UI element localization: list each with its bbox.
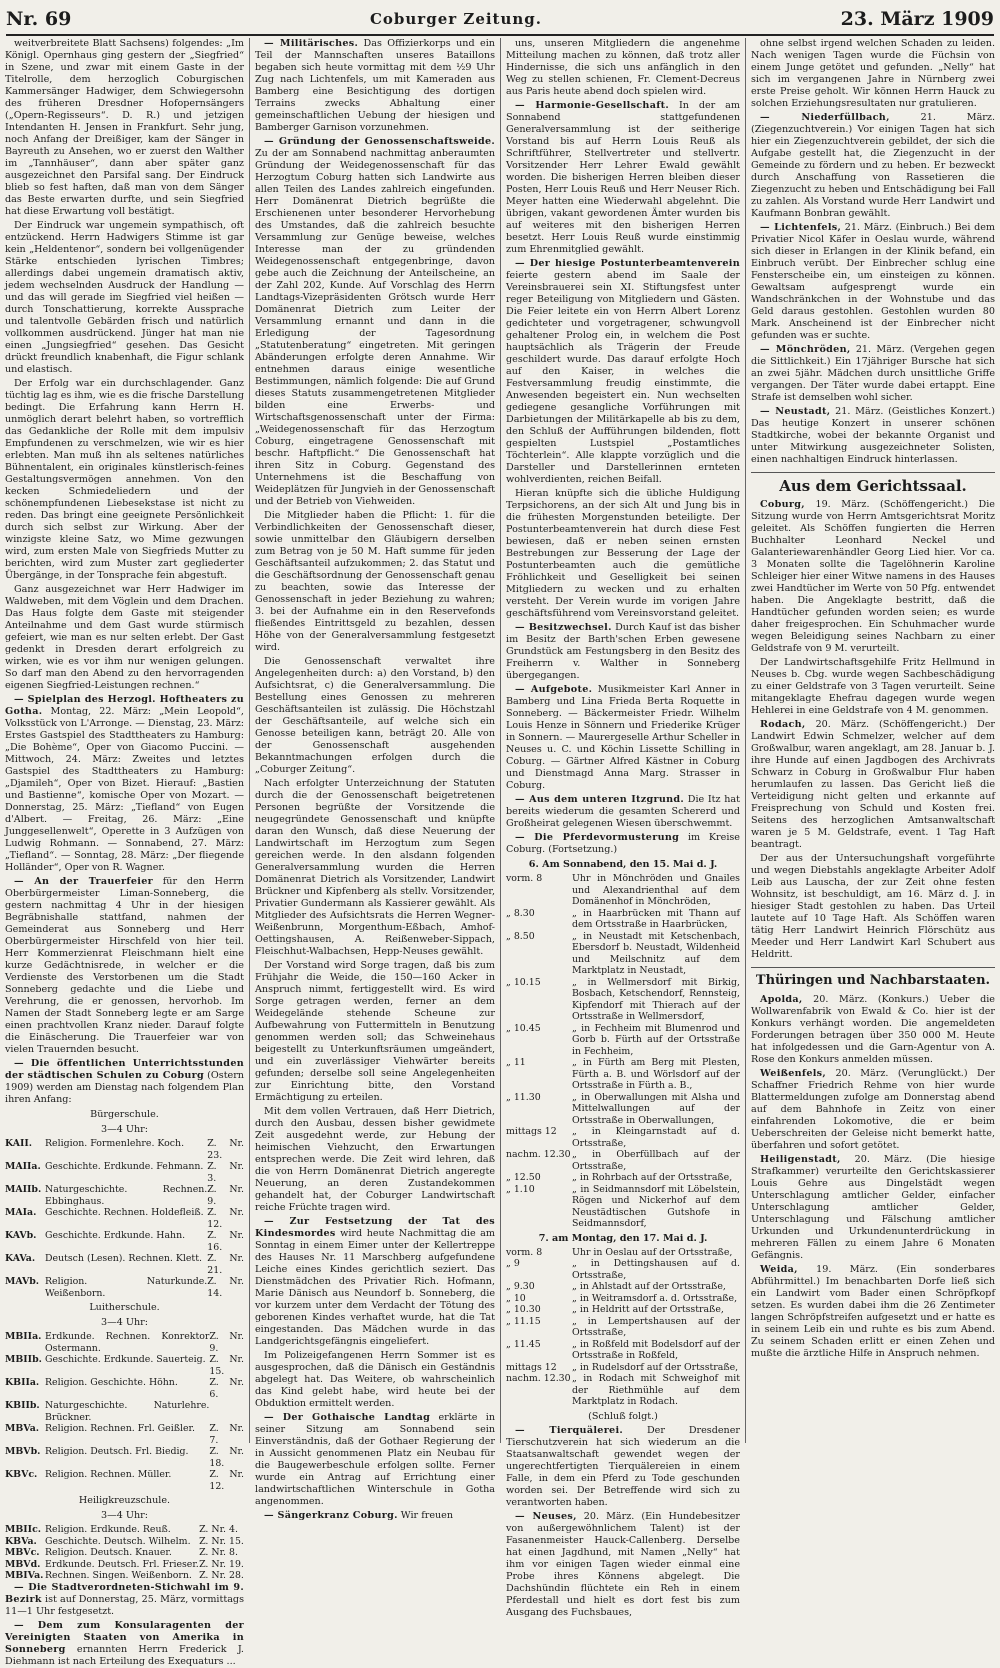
- inspection-row: [506, 1258, 740, 1281]
- inspection-row-cell: „ 11: [506, 1057, 526, 1068]
- inspection-row: [506, 1172, 740, 1184]
- inspection-row-cell: „ 10.15: [506, 976, 541, 988]
- schedule-row: [5, 1547, 244, 1559]
- article-text: Der Vorstand wird Sorge tragen, daß bis zum Frühjahr die Weide, die 150—160 Acker in Anspruch nimmt, fertiggestellt wird. Es wird Sorge getragen werden, ferner an dem Weidegelände stehende Scheune zur Aufbewahrung von Futtermitteln in Benutzung genommen werden soll; das Schweinehaus beigestellt zu Unterkunftsräumen umgeändert, und ein zuverlässiger Viehwärter bereits gefunden; derselbe soll seine Angelegenheiten zur Einrichtung bitte, den Vorstand Ermächtigung zu erteilen.: [255, 960, 495, 1103]
- article-headline: — Gründung der Genossenschaftsweide.: [264, 136, 495, 147]
- article: [5, 1582, 244, 1618]
- school-schedule-table: [5, 1524, 244, 1582]
- schedule-row-cell: Religion. Rechnen. Müller.: [45, 1469, 172, 1480]
- inspection-row-cell: „ in Rudelsdorf auf der Ortsstraße,: [572, 1361, 739, 1373]
- inspection-row: [506, 977, 740, 1023]
- article-text: Die Genossenschaft verwaltet ihre Angelegenheiten durch: a) den Vorstand, b) den Aufsichtsrat, c) die Generalversammlung. Die Bestellung eines Genossen zu mehreren Geschäftsanteilen ist zulässig. Die Höchstzahl der Geschäftsanteile, auf welche sich ein Genosse beteiligen kann, beträgt 20. Alle von der Genossenschaft ausgehenden Bekanntmachungen erfolgen durch die „Coburger Zeitung“.: [255, 656, 495, 775]
- schedule-row-cell: Z. Nr. 16.: [207, 1230, 244, 1253]
- inspection-row-cell: „ in Neustadt mit Ketschenbach, Ebersdorf b. Neustadt, Wildenheid und Meilschnitz auf dem Marktplatz in Neustadt,: [572, 930, 740, 976]
- article: [506, 100, 740, 256]
- inspection-row-cell: „ 11.15: [506, 1315, 541, 1327]
- schedule-row-cell: KBIIb.: [5, 1400, 40, 1411]
- inspection-row-cell: „ in Kleingarnstadt auf d. Ortsstraße,: [572, 1126, 740, 1149]
- schedule-row-cell: Z. Nr. 12.: [207, 1207, 244, 1230]
- schedule-row: [5, 1253, 244, 1276]
- schedule-row-cell: Religion. Erdkunde. Reuß.: [45, 1524, 171, 1535]
- inspection-row-cell: „ 10: [506, 1292, 526, 1304]
- schedule-row: [5, 1559, 244, 1571]
- inspection-row: [506, 1362, 740, 1374]
- school-name: Heiligkreuzschule.: [78, 1495, 171, 1506]
- article-headline: Apolda,: [760, 994, 803, 1005]
- column-4: [746, 38, 1000, 1443]
- schedule-row-cell: Erdkunde. Deutsch. Frl. Frieser.: [45, 1558, 199, 1570]
- schedule-row: [5, 1446, 244, 1469]
- article: [751, 112, 995, 220]
- article-headline: — Niederfüllbach,: [760, 112, 890, 123]
- inspection-row: [506, 908, 740, 931]
- article-text: Montag, 22. März: „Mein Leopold“, Volksstück von L'Arronge. — Dienstag, 23. März: Erstes Gastspiel des Stadttheaters zu Hamburg: „Die Bohème“, Oper von Giacomo Puccini. — Mittwoch, 24. März: Zweites und letztes Gastspiel des Stadttheaters zu Hamburg: „Djamileh“, Oper von Bizet. Hierauf: „Bastien und Bastienne“, komische Oper von Mozart. — Donnerstag, 25. März: „Tiefland“ von Eugen d'Albert. — Freitag, 26. März: „Eine Junggesellenwelt“, Operette in 3 Aufzügen von Ludwig Rohmann. — Sonnabend, 27. März: „Tiefland“. — Sonntag, 28. März: „Der fliegende Holländer“, Oper von R. Wagner.: [5, 706, 244, 873]
- article: [5, 876, 244, 1056]
- inspection-row: [506, 1339, 740, 1362]
- inspection-row-cell: „ 10.30: [506, 1304, 541, 1315]
- schedule-row-cell: Rechnen. Singen. Weißenborn.: [45, 1570, 192, 1581]
- article-headline: — Neuses,: [515, 1510, 577, 1522]
- article-text: 21. März. (Vergehen gegen die Sittlichkeit.) Ein 17jähriger Bursche hat sich an zwei 5jähr. Mädchen durch unsittliche Griffe vergangen. Der Täter wurde dabei ertappt. Eine Strafe ist demselben wohl sicher.: [751, 344, 995, 403]
- inspection-row: [506, 1126, 740, 1149]
- article-headline: — An der Trauerfeier: [14, 876, 153, 887]
- inspection-row: [506, 1057, 740, 1092]
- article-headline: — Lichtenfels,: [760, 222, 842, 233]
- article: [506, 1425, 740, 1509]
- article: [255, 1216, 495, 1348]
- schedule-row-cell: MBVa.: [5, 1423, 40, 1434]
- inspection-row: [506, 1023, 740, 1058]
- schedule-row: [5, 1423, 244, 1446]
- inspection-row-cell: „ in Rodach mit Schweighof mit der Riethmühle auf dem Marktplatz in Rodach.: [572, 1373, 740, 1407]
- inspection-row: [506, 1316, 740, 1339]
- article-text: weitverbreitete Blatt Sachsens) folgendes: „Im Königl. Opernhaus ging gestern der „Siegfried“ in Szene, und zwar mit einem Gaste in der Titelrolle, dem herzoglich Coburgischen Kammersänger Hadwiger, dem Schwiegersohn des früheren Dresdner Hofopernsängers („Opern-Regisseurs“. D. R.) und jetzigen Intendanten H. Jensen in Frankfurt. Sehr jung, noch Anfang der Dreißiger, kam der Sänger in Bayreuth zu Ansehen, wo er zuerst den Walther im „Tannhäuser“, dann aber später ganz ausgezeichnet den Parsifal sang. Der Eindruck blieb so fest haften, daß man von dem Sänger das Beste erwarten durfte, und sein Siegfried hat diese Erwartung voll bestätigt.: [5, 38, 244, 217]
- article-text: für den Herrn Oberbürgermeister Liman-Sonneberg, die gestern nachmittag 4 Uhr in der hiesigen Begräbnishalle stattfand, nahmen der Gemeinderat aus Sonneberg und Herr Oberbürgermeister Hirschfeld von hier teil. Herr Kommerzienrat Fleischmann hielt eine kurze Gedächtnisrede, in welcher er die Verdienste des Verstorbenen um die Stadt Sonneberg gedachte und die Liebe und Verehrung, die er genossen, hervorhob. Im Namen der Stadt Sonneberg legte er am Sarge einen prachtvollen Kranz nieder. Darauf folgte die Einäscherung. Die Trauerfeier war von vielen Trauernden besucht.: [5, 876, 244, 1055]
- schedule-row-cell: Geschichte. Erdkunde. Fehmann.: [45, 1161, 204, 1172]
- article-text: ist auf Donnerstag, 25. März, vormittags 11—1 Uhr festgesetzt.: [5, 1593, 244, 1617]
- article: [506, 258, 740, 486]
- schedule-row-cell: KBVc.: [5, 1469, 38, 1480]
- schedule-row: [5, 1161, 244, 1184]
- article-text: (Ostern 1909) werden am Dienstag nach folgendem Plan ihren Anfang:: [5, 1070, 244, 1105]
- article: [506, 794, 740, 830]
- schedule-row-cell: KBIIa.: [5, 1377, 40, 1388]
- schedule-row-cell: Religion. Geschichte. Höhn.: [45, 1377, 178, 1388]
- newspaper-title: Coburger Zeitung.: [369, 10, 543, 28]
- article: [255, 1510, 495, 1522]
- schedule-heading: 7. am Montag, den 17. Mai d. J.: [538, 1232, 708, 1244]
- schedule-row-cell: [209, 1400, 244, 1423]
- schedule-row: [5, 1331, 244, 1354]
- inspection-row-cell: „ in Heldritt auf der Ortsstraße,: [572, 1304, 724, 1315]
- school-name: Bürgerschule.: [90, 1109, 159, 1120]
- schedule-row-cell: Religion. Naturkunde. Weißenborn.: [45, 1276, 208, 1299]
- schedule-row-cell: Naturgeschichte. Naturlehre. Brückner.: [45, 1400, 210, 1423]
- article-headline: — Die Stadtverordneten-Stichwahl im 9. Bezirk: [5, 1581, 244, 1605]
- inspection-row: [506, 1247, 740, 1259]
- article-text: wird heute Nachmittag die am Sonntag in einem Eimer unter der Kellertreppe des Hauses Nr. 11 Marschberg aufgefundene Leiche eines Kindes gerichtlich seziert. Das Dienstmädchen des Privatier Rich. Hofmann, Marie Dänisch aus Neundorf b. Sonneberg, die vor kurzem unter dem Verdacht der Tötung des geborenen Kindes verhaftet wurde, hat die Tat eingestanden. Das Mädchen wurde in das Landgerichtsgefängnis eingeliefert.: [255, 1228, 495, 1347]
- schedule-row-cell: MAIIb.: [5, 1184, 42, 1195]
- inspection-row-cell: mittags 12: [506, 1361, 557, 1373]
- inspection-row: [506, 1293, 740, 1305]
- article-headline: — Mönchröden,: [760, 344, 851, 355]
- article-headline: — Besitzwechsel.: [515, 622, 612, 633]
- article-headline: — Der hiesige Postunterbeamtenverein: [515, 258, 740, 269]
- schedule-row-cell: Z. Nr. 4.: [199, 1524, 238, 1535]
- inspection-schedule-table: [506, 873, 740, 1230]
- column-1: [0, 38, 250, 1667]
- article-text: 19. März. (Schöffengericht.) Die Sitzung wurde von Herrn Amtsgerichtsrat Moritz geleitet. Als Schöffen fungierten die Herren Buchhalter Leonhard Neckel und Galanteriewarenhändler Georg Lied hier. Vor ca. 3 Monaten sollte die Tagelöhnerin Karoline Schleiger hier einer Witwe namens in des Hauses zwei Handtücher im Werte von 50 Pfg. entwendet haben. Die Angeklagte bestritt, daß die Handtücher gefunden worden seien; es wurde daher freigesprochen. Ein Schuhmacher wurde wegen Beleidigung seines Nachbarn zu einer Geldstrafe von 9 M. verurteilt.: [751, 499, 995, 654]
- schedule-row: [5, 1138, 244, 1161]
- schedule-row-cell: Z. Nr. 3.: [207, 1161, 244, 1184]
- article: [255, 38, 495, 134]
- school-schedule-table: [5, 1331, 244, 1492]
- schedule-row-cell: Z. Nr. 14.: [207, 1276, 244, 1299]
- schedule-row-cell: Religion. Formenlehre. Koch.: [45, 1138, 185, 1149]
- schedule-row-cell: Geschichte. Erdkunde. Hahn.: [45, 1230, 186, 1241]
- page-header: [6, 4, 994, 36]
- inspection-row-cell: „ 8.50: [506, 930, 535, 942]
- inspection-row: [506, 1373, 740, 1408]
- schedule-row-cell: Z. Nr. 7.: [209, 1423, 244, 1446]
- article-headline: — Die öffentlichen Unterrichtsstunden der städtischen Schulen zu Coburg: [5, 1058, 244, 1081]
- article: [751, 1264, 995, 1360]
- school-name: Luitherschule.: [89, 1302, 160, 1313]
- article-headline: — Aufgebote.: [515, 684, 593, 695]
- article: [751, 344, 995, 404]
- article-text: 20. März. (Verunglückt.) Der Schaffner Friedrich Rehme von hier wurde Blattermeldungen zufolge am Donnerstag abend auf dem Bahnhofe in Zeitz von einer einfahrenden Lokomotive, die er beim Ueberschreiten der Geleise nicht bemerkt hatte, überfahren und sofort getötet.: [751, 1068, 995, 1151]
- schedule-row: [5, 1400, 244, 1423]
- article-text: Der Erfolg war ein durchschlagender. Ganz tüchtig lag es ihm, wie es die frische Darstellung bedingt. Die Erfahrung kann Herrn H. unmöglich derart belehrt haben, so vortrefflich das Gedankliche der Rolle mit dem impulsiv Empfundenen zu verschmelzen, wie wir es hier erlebten. Man muß ihn als seltenes natürliches Bühnentalent, ein originales künstlerisch-feines Gestaltungsvermögen annehmen. Von den kecken Schmiedeliedern und der schönempfundenen Liebesekstase ist nicht zu reden. Das bringt eine geeignete Persönlichkeit durch sich selbst zur Wirkung. Aber der winzigste kleine Satz, wo Mime gezwungen wird, zum ersten Male von Siegfrieds Mutter zu berichten, wird zum Muster zart gegliederter Übergänge, in der Tonsprache fein abgestuft.: [5, 378, 244, 581]
- article: [751, 1068, 995, 1152]
- article-text: Mit dem vollen Vertrauen, daß Herr Dietrich, durch den Ausbau, dessen bisher gewidmete Zeit ausgedehnt werde, zur Hebung der heimischen Viehzucht, den Erwartungen entsprechen werde. Die Zeit wird lehren, daß die von Herrn Domänenrat Dietrich angeregte Neuerung, an deren Zustandekommen gehandelt hat, der Coburger Landwirtschaft reiche Früchte tragen wird.: [255, 1106, 495, 1213]
- schedule-row-cell: MBVd.: [5, 1558, 41, 1570]
- schedule-row-cell: MBVc.: [5, 1547, 40, 1558]
- inspection-row: [506, 1304, 740, 1316]
- inspection-row-cell: nachm. 12.30: [506, 1373, 571, 1384]
- article-text: im Kreise Coburg. (Fortsetzung.): [506, 832, 740, 855]
- inspection-row-cell: „ in Fechheim mit Blumenrod und Gorb b. Fürth auf der Ortsstraße in Fechheim,: [572, 1022, 740, 1057]
- inspection-row-cell: Uhr in Oeslau auf der Ortsstraße,: [572, 1246, 733, 1258]
- school-time: 3—4 Uhr:: [101, 1124, 148, 1135]
- schedule-row-cell: Z. Nr. 9.: [209, 1331, 244, 1354]
- article-text: Musikmeister Karl Anner in Bamberg und Lina Frieda Berta Roquette in Sonneberg. — Bäckermeister Friedr. Wilhelm Louis Henze in Sönnern und Friederike Krüger in Sonnern. — Maurergeselle Arthur Scheller in Neuses u. C. und Köchin Lissette Schilling in Coburg. — Gärtner Alfred Kästner in Coburg und Dienstmagd Anna Marg. Strasser in Coburg.: [506, 684, 740, 791]
- article-headline: Rodach,: [760, 719, 806, 730]
- inspection-schedule-table: [506, 1247, 740, 1408]
- school-time: 3—4 Uhr:: [101, 1317, 148, 1328]
- schedule-row-cell: Z. Nr. 18.: [209, 1446, 244, 1469]
- schedule-row: [5, 1524, 244, 1536]
- inspection-row-cell: „ in Seidmannsdorf mit Löbelstein, Rögen und Nickerhof auf dem Neustädtischen Gutshofe in Seidmannsdorf,: [572, 1183, 740, 1229]
- inspection-row-cell: „ 8.30: [506, 907, 535, 919]
- inspection-row-cell: „ 1.10: [506, 1183, 535, 1195]
- article: [506, 684, 740, 792]
- schedule-row-cell: MBIIa.: [5, 1331, 42, 1342]
- article-text: uns, unseren Mitgliedern die angenehme Mitteilung machen zu können, daß trotz aller Hindernisse, die sich uns anfänglich in den Weg zu stellen schienen, Fr. Clement-Decreus aus Paris heute abend doch spielen wird.: [506, 38, 740, 97]
- inspection-row: [506, 1184, 740, 1230]
- article-headline: — Tierquälerei.: [515, 1424, 624, 1436]
- inspection-row-cell: „ 12.50: [506, 1172, 541, 1183]
- schedule-row-cell: Geschichte. Deutsch. Wilhelm.: [45, 1535, 191, 1547]
- schedule-row: [5, 1230, 244, 1253]
- continuation-note: (Schluß folgt.): [588, 1410, 658, 1422]
- schedule-row-cell: Z. Nr. 23.: [207, 1138, 244, 1161]
- schedule-row-cell: Z. Nr. 15.: [199, 1535, 244, 1547]
- inspection-row-cell: „ in Haarbrücken mit Thann auf dem Ortsstraße in Haarbrücken,: [572, 907, 740, 930]
- schedule-row-cell: Z. Nr. 15.: [209, 1354, 244, 1377]
- article-text: Die Mitglieder haben die Pflicht: 1. für die Verbindlichkeiten der Genossenschaft dieser, sowie unmittelbar den Gläubigern derselben zum Betrag von je 50 M. Haft summe für jeden Geschäftsanteil aufzukommen; 2. das Statut und die Geschäftsordnung der Genossenschaft genau zu beachten, sowie das Interesse der Genossenschaft in jeder Beziehung zu wahren; 3. bei der Aufnahme ein in den Reservefonds fließendes Eintrittsgeld zu bezahlen, dessen Höhe von der Generalversammlung festgesetzt wird.: [255, 510, 495, 653]
- inspection-row-cell: mittags 12: [506, 1126, 557, 1137]
- schedule-row-cell: Geschichte. Erdkunde. Sauerteig.: [45, 1354, 206, 1365]
- article-headline: — Neustadt,: [760, 406, 831, 417]
- schedule-row-cell: Geschichte. Rechnen. Holdefleiß.: [45, 1207, 204, 1218]
- schedule-row-cell: MBIIb.: [5, 1354, 42, 1365]
- article-text: Ganz ausgezeichnet war Herr Hadwiger im Waldweben, mit dem Vöglein und dem Drachen. Das Haus folgte dem Gaste mit steigender Anteilnahme und dem Gast wurde stürmisch gefeiert, wie man es nur selten erlebt. Der Gast gedenkt in Dresden derart erfolgreich zu wirken, wie es vor ihm nur wenigen gelungen. So darf man den Abend zu den hervorragenden eigenen Siegfried-Leistungen rechnen.“: [5, 584, 244, 691]
- article: [751, 499, 995, 655]
- article: [751, 1154, 995, 1262]
- article: [5, 1058, 244, 1106]
- schedule-row: [5, 1377, 244, 1400]
- schedule-row-cell: Z. Nr. 6.: [209, 1377, 244, 1400]
- issue-number: Nr. 69: [6, 8, 72, 30]
- article-text: Der Eindruck war ungemein sympathisch, oft entzückend. Herrn Hadwigers Stimme ist gar kein „Heldentenor“, sondern bei vollgenügender Stärke entschieden lyrischen Timbres; allerdings dabei ungemein dramatisch aktiv, jedem wechselnden Ausdruck der Handlung — und das will gerade im Siegfried viel heißen — durch Tonschattierung, korrekte Aussprache und talentvolle Gebärden frisch und natürlich vollkommen ausdrückend. Jünger hat man nie einen „Jungsiegfried“ gesehen. Das Gesicht drückt freundlich knabenhaft, die Figur schlank und elastisch.: [5, 220, 244, 375]
- schedule-row-cell: MBIIc.: [5, 1524, 42, 1535]
- inspection-row-cell: „ in Rohrbach auf der Ortsstraße,: [572, 1172, 733, 1183]
- article-headline: — Aus dem unteren Itzgrund.: [515, 794, 685, 805]
- article-text: 21. März. (Geistliches Konzert.) Das heutige Konzert in unserer schönen Stadtkirche, wobei der bekannte Organist und unter Mitwirkung ausgezeichneter Solisten, einen nachhaltigen Eindruck hinterlassen.: [751, 406, 995, 465]
- schedule-row-cell: KAVb.: [5, 1230, 37, 1241]
- schedule-row-cell: MAIIa.: [5, 1161, 41, 1172]
- inspection-row-cell: „ 9: [506, 1258, 520, 1269]
- inspection-row-cell: „ in Wellmersdorf mit Birkig, Bosbach, Ketschendorf, Rennsteig, Kipfendorf mit Thierach auf der Ortsstraße in Wellmersdorf,: [572, 976, 740, 1022]
- schedule-row-cell: Religion. Rechnen. Frl. Geißler.: [45, 1423, 195, 1434]
- schedule-row-cell: KBVa.: [5, 1535, 37, 1547]
- article-headline: — Spielplan des Herzogl. Hoftheaters zu Gotha.: [5, 694, 244, 717]
- schedule-row-cell: Z. Nr. 19.: [199, 1558, 244, 1570]
- article-headline: Weida,: [760, 1264, 798, 1275]
- article-text: Der aus der Untersuchungshaft vorgeführte und wegen Diebstahls angeklagte Arbeiter Adolf Leib aus Lauscha, der zur Zeit ohne festen Wohnsitz, ist beschuldigt, am 16. März d. J. in hiesiger Stadt gestohlen zu haben. Das Urteil lautete auf 10 Tage Haft. Als Schöffen waren tätig Herr Landwirt Heinrich Flörschütz aus Meeder und Herr Landwirt Karl Schubert aus Heldritt.: [751, 853, 995, 960]
- schedule-row-cell: Naturgeschichte. Rechnen. Ebbinghaus.: [45, 1184, 208, 1207]
- article-headline: — Die Pferdevormusterung: [515, 832, 680, 843]
- inspection-row-cell: nachm. 12.30: [506, 1149, 571, 1160]
- inspection-row-cell: „ in Dettingshausen auf d. Ortsstraße,: [572, 1258, 740, 1281]
- article: [255, 1412, 495, 1508]
- article-headline: — Sängerkranz Coburg.: [264, 1510, 398, 1521]
- schedule-row-cell: MAIa.: [5, 1207, 37, 1218]
- schedule-row-cell: KAII.: [5, 1138, 33, 1149]
- article-text: ohne selbst irgend welchen Schaden zu leiden. Nach wenigen Tagen wurde die Füchsin von einem Junge getötet und gefunden. „Nelly“ hat sich im vergangenen Jahre in Nürnberg zwei erste Preise geholt. Wir können Herrn Hauck zu solchen Erziehungsresultaten nur gratulieren.: [751, 38, 995, 109]
- article-text: 20. März. (Die hiesige Strafkammer) verurteilte den Gerichtskassierer Louis Gehre aus Dingelstädt wegen Unterschlagung amtlicher Gelder, einfacher Unterschlagung amtlicher Gelder, Unterschlagung und Fälschung amtlicher Urkunden und Urkundenunterdrückung in mehreren Fällen zu einem Jahre 6 Monaten Gefängnis.: [751, 1154, 995, 1261]
- column-2: [250, 38, 501, 1521]
- article-text: Die Itz hat bereits wiederum die gesamten Schererd und Großheirat gelegenen Wiesen überschwemmt.: [506, 794, 740, 829]
- inspection-row: [506, 873, 740, 908]
- column-3: [501, 38, 746, 1618]
- inspection-row: [506, 1281, 740, 1293]
- schedule-row-cell: Z. Nr. 28.: [199, 1570, 244, 1581]
- inspection-row-cell: „ in Weitramsdorf a. d. Ortsstraße,: [572, 1292, 738, 1304]
- article: [5, 1620, 244, 1668]
- article: [5, 694, 244, 874]
- schedule-row: [5, 1570, 244, 1582]
- article-headline: Coburg,: [760, 499, 805, 510]
- article-text: Der Landwirtschaftsgehilfe Fritz Hellmund in Neuses b. Cbg. wurde wegen Sachbeschädigung zu einer Geldstrafe von 3 Tagen verurteilt. Seine mitangeklagte Ehefrau dagegen wurde wegen Hehlerei in eine Geldstrafe von 4 M. genommen.: [751, 657, 995, 716]
- article-headline: — Harmonie-Gesellschaft.: [515, 100, 670, 111]
- article-headline: — Zur Festsetzung der Tat des Kindesmordes: [255, 1216, 495, 1239]
- inspection-row-cell: Uhr in Mönchröden und Gnailes und Alexandrienthal auf dem Domänenhof in Mönchröden,: [572, 873, 740, 907]
- schedule-row: [5, 1276, 244, 1299]
- article-headline: — Dem zum Konsularagenten der Vereinigten Staaten von Amerika in Sonneberg: [5, 1619, 244, 1655]
- inspection-row-cell: „ in Lempertshausen auf der Ortsstraße,: [572, 1315, 740, 1338]
- article-text: 20. März. (Ein Hundebesitzer von außergewöhnlichem Talent) ist der Fasanenmeister Hauck-Callenberg. Derselbe hat einen Jagdhund, mit Namen „Nelly“ hat ihm vor einigen Tagen wieder einmal eine Probe ihres Könnens abgelegt. Die Dachshündin flüchtete ein Reh in einem Pferdestall und hielt es dort fest bis zum Ausgang des Fuchsbaues,: [506, 1510, 740, 1618]
- inspection-row: [506, 931, 740, 977]
- schedule-row: [5, 1536, 244, 1548]
- article-text: Durch Kauf ist das bisher im Besitz der Barth'schen Erben gewesene Grundstück am Festungsberg in den Besitz des Freiherrn v. Walther in Sonneberg übergegangen.: [506, 622, 740, 681]
- schedule-row-cell: MBIVa.: [5, 1570, 44, 1581]
- schedule-row-cell: KAVa.: [5, 1253, 36, 1264]
- inspection-row-cell: „ in Oberwallungen mit Alsha und Mittelwallungen auf der Ortsstraße in Oberwallungen,: [572, 1091, 740, 1126]
- article-headline: Heiligenstadt,: [760, 1154, 841, 1165]
- article-text: ernannten Herrn Frederick J. Diehmann ist nach Erteilung des Exequaturs ...: [5, 1643, 244, 1667]
- article: [506, 832, 740, 856]
- schedule-row-cell: Z. Nr. 21.: [207, 1253, 244, 1276]
- inspection-row-cell: „ in Roßfeld mit Bodelsdorf auf der Ortsstraße in Roßfeld,: [572, 1338, 740, 1361]
- schedule-heading: 6. Am Sonnabend, den 15. Mai d. J.: [528, 859, 718, 870]
- article-text: Nach erfolgter Unterzeichnung der Statuten durch die der Genossenschaft beigetretenen Personen begrüßte der Vorsitzende die neugegründete Genossenschaft und knüpfte daran den Wunsch, daß diese Neuerung der Landwirtschaft im Herzogtum zum Segen gereichen werde. In den alsdann folgenden Generalversammlung wurden die Herren Domänenrat Dietrich als Vorsitzender, Landwirt Brückner und Kipfenberg als stellv. Vorsitzender, Privatier Gundermann als Kassierer gewählt. Als Mitglieder des Aufsichtsrats die Herren Wegner-Weißenbrunn, Morgenthum-Eßbach, Amhof-Oettingshausen, A. Reißenweber-Sippach, Fleischhut-Walbachsen, Hepp-Neuses gewählt.: [255, 778, 495, 957]
- inspection-row-cell: vorm. 8: [506, 873, 543, 884]
- schedule-row-cell: Z. Nr. 8.: [199, 1547, 238, 1558]
- inspection-row: [506, 1092, 740, 1127]
- schedule-row-cell: MAVb.: [5, 1276, 40, 1287]
- article: [506, 1511, 740, 1619]
- inspection-row-cell: vorm. 8: [506, 1246, 543, 1258]
- inspection-row-cell: „ in Ahlstadt auf der Ortsstraße,: [572, 1281, 726, 1292]
- schedule-row-cell: Deutsch (Lesen). Rechnen. Klett.: [45, 1253, 202, 1264]
- schedule-row: [5, 1207, 244, 1230]
- article: [751, 719, 995, 851]
- article-text: 20. März. (Konkurs.) Ueber die Wollwarenfabrik von Ewald & Co. hier ist der Konkurs verhängt worden. Die angemeldeten Forderungen betragen über 350 000 M. Heute hat infolgedessen und die Garn-Agentur von A. Rose den Konkurs anmelden müssen.: [751, 994, 995, 1065]
- article-text: Zu der am Sonnabend nachmittag anberaumten Gründung der Weidegenossenschaft für das Herzogtum Coburg hatten sich Landwirte aus allen Teilen des Landes zahlreich eingefunden. Herr Domänenrat Dietrich begrüßte die Erschienenen unter besonderer Hervorhebung des Umstandes, daß die zahlreich besuchte Versammlung zur Genüge beweise, welches Interesse man der zu gründenden Weidegenossenschaft entgegenbringe, davon gebe auch die Zeichnung der Anteilscheine, an der Zahl 202, Kunde. Auf Vorschlag des Herrn Landtags-Vizepräsidenten Grötsch wurde Herr Domänenrat Dietrich zum Leiter der Versammlung ernannt und dann in die Erledigung der Tagesordnung „Statutenberatung“ eingetreten. Mit geringen Abänderungen erfolgte deren Annahme. Wir entnehmen daraus einige wesentliche Bestimmungen, nämlich folgende: Die auf Grund dieses Statuts zusammengetretenen Mitglieder bilden eine Erwerbs- und Wirtschaftsgenossenschaft unter der Firma: „Weidegenossenschaft für das Herzogtum Coburg, eingetragene Genossenschaft mit beschr. Haftpflicht.“ Die Genossenschaft hat ihren Sitz in Coburg. Gegenstand des Unternehmens ist die Beschaffung von Weideplätzen für Jungvieh in der Genossenschaft und der Betrieb von Viehweiden.: [255, 148, 495, 507]
- article-text: Wir freuen: [400, 1510, 454, 1521]
- article-text: Hieran knüpfte sich die übliche Huldigung Terpsichorens, an der sich Alt und Jung bis in die frühesten Morgenstunden beteiligte. Der Postunterbeamtenverein hat durch diese Fest bewiesen, daß er neben seinen ernsten Bestrebungen zur Besserung der Lage der Postunterbeamten auch die gemütliche Fröhlichkeit und Geselligkeit bei seinen Mitgliedern zu wecken und zu erhalten versteht. Der Verein wurde im vorigen Jahre geschäftsführend vom Vereinsvorstand geleitet.: [506, 488, 740, 619]
- inspection-row-cell: „ 11.30: [506, 1091, 541, 1103]
- article: [751, 406, 995, 466]
- article-text: 21. März. (Ziegenzuchtverein.) Vor einigen Tagen hat sich hier ein Ziegenzuchtverein gebildet, der sich die Aufgabe gestellt hat, die Ziegenzucht in der Gemeinde zu fördern und zu heben. Er bezweckt durch Anschaffung von Rassetieren die Ziegenzucht zu heben und Entschädigung bei Fall zu zahlen. Als Vorstand wurde Herr Landwirt und Kaufmann Bonbran gewählt.: [751, 112, 995, 219]
- article-text: 20. März. (Schöffengericht.) Der Landwirt Edwin Schmelzer, welcher auf dem Großwalbur, waren angeklagt, am 28. Januar b. J. ihre Hunde auf einen Jagdbogen des Archivrats Schwarz in Coburg in Großwalbur Flur haben herumlaufen zu lassen. Das Gericht ließ die Verteidigung nicht gelten und erkannte auf Freisprechung von Schuld und Kosten frei. Seitens des herzoglichen Amtsanwaltschaft waren je 5 M. Geldstrafe, event. 1 Tag Haft beantragt.: [751, 719, 995, 850]
- section-heading: Aus dem Gerichtssaal.: [751, 472, 995, 495]
- article-headline: — Militärisches.: [264, 38, 359, 49]
- inspection-row-cell: „ 11.45: [506, 1338, 541, 1350]
- article: [751, 994, 995, 1066]
- schedule-row-cell: MBVb.: [5, 1446, 41, 1457]
- article-text: In der am Sonnabend stattgefundenen Generalversammlung ist der seitherige Vorstand bis auf Herrn Louis Reuß als Schriftführer, Stellvertreter und stellvertr. Vorsitzender Herr Lehrer Ewald gewählt worden. Die bisherigen Herren bleiben dieser Posten, Herr Louis Reuß und Herr Neuser Rich. Meyer hatten eine Wiederwahl abgelehnt. Die übrigen, vakant gewordenen Ämter wurden bis auf weiteres mit den bisherigen Herren besetzt. Herr Louis Reuß wurde einstimmig zum Ehrenmitglied gewählt.: [506, 100, 740, 255]
- schedule-row-cell: Religion. Deutsch. Knauer.: [45, 1547, 172, 1558]
- schedule-row-cell: Religion. Deutsch. Frl. Biedig.: [45, 1446, 189, 1457]
- schedule-row-cell: Z. Nr. 9.: [207, 1184, 244, 1207]
- article-text: Der Dresdener Tierschutzverein hat sich wiederum an die Staatsanwaltschaft gewendet wegen der ungerechtfertigten Tierquälereien in einem Falle, in dem ein Pferd zu Tode geschunden worden sei. Der Betreffende wird sich zu verantworten haben.: [506, 1424, 740, 1508]
- article-text: 21. März. (Einbruch.) Bei dem Privatier Nicol Käfer in Oeslau wurde, während sich dieser in Erlangen in der Klinik befand, ein Einbruch verübt. Der Einbrecher schlug eine Fensterscheibe ein, um einsteigen zu können. Gewaltsam aufgesprengt wurde ein Wandschränkchen in der Wohnstube und das Geld daraus gestohlen. Gestohlen wurden 80 Mark. Anscheinend ist der Einbrecher nicht gefunden was er suchte.: [751, 222, 995, 341]
- schedule-row-cell: Z. Nr. 12.: [209, 1469, 244, 1492]
- inspection-row-cell: „ 9.30: [506, 1281, 535, 1292]
- article: [255, 136, 495, 508]
- article: [506, 622, 740, 682]
- article-headline: — Der Gothaische Landtag: [264, 1412, 431, 1423]
- inspection-row-cell: „ in Oberfüllbach auf der Ortsstraße,: [572, 1149, 740, 1172]
- inspection-row: [506, 1149, 740, 1172]
- article-text: feierte gestern abend im Saale der Vereinsbrauerei sein XI. Stiftungsfest unter reger Beteiligung von Mitgliedern und Gästen. Die Feier leitete ein von Herrn Albert Lorenz gedichteter und vorgetragener, schwungvoll gehaltener Prolog ein, in welchem die Post hauptsächlich als Trägerin der Freude geschildert wurde. Das darauf erfolgte Hoch auf den Kaiser, in welches die Festversammlung freudig einstimmte, die Anwesenden begeistert ein. Nun wechselten gediegene gesangliche Vorführungen mit Darbietungen der Militärkapelle ab bis zu dem, den Schluß der Aufführungen bildenden, flott gespielten Lustspiel „Postamtliches Töchterlein“. Alle klappte vorzüglich und die Darsteller und Darstellerinnen ernteten wohlverdienten, reichen Beifall.: [506, 270, 740, 485]
- school-schedule-table: [5, 1138, 244, 1299]
- schedule-row: [5, 1354, 244, 1377]
- article-text: erklärte in seiner Sitzung am Sonnabend sein Einverständnis, daß der Gothaer Regierung der in Aussicht genommenen Platz ein Neubau für die Baugewerbeschule erfolgen sollte. Ferner wurde ein Antrag auf Errichtung einer landwirtschaftlichen Winterschule in Gotha angenommen.: [255, 1412, 495, 1507]
- article-text: Im Polizeigefangenen Herrn Sommer ist es ausgesprochen, daß die Dänisch ein Geständnis abgelegt hat. Das Weitere, ob wahrscheinlich das Kind gelebt habe, wird heute bei der Obduktion ermittelt werden.: [255, 1350, 495, 1409]
- inspection-row-cell: „ in Fürth am Berg mit Plesten, Fürth a. B. und Wörlsdorf auf der Ortsstraße in Fürth a. B.,: [572, 1057, 740, 1091]
- inspection-row-cell: „ 10.45: [506, 1022, 541, 1034]
- issue-date: 23. März 1909: [840, 8, 994, 30]
- article-text: 19. März. (Ein sonderbares Abführmittel.) Im benachbarten Dorfe ließ sich ein Landwirt vom Bader einen Schröpfkopf setzen. Es wurden dabei ihm die 26 Zentimeter langen Schröpfstreifen aufgesetzt und er hatte es in seinem Leib ein und ruhte es bis zum Abend. Zu seinem Schaden erlitt er einen Zehen und mußte die ärztliche Hilfe in Anspruch nehmen.: [751, 1264, 995, 1359]
- schedule-row: [5, 1184, 244, 1207]
- article-text: Das Offizierkorps und ein Teil der Mannschaften unseres Bataillons begaben sich heute vormittag mit dem ½9 Uhr Zug nach Lichtenfels, um mit Kameraden aus Bamberg eine Besichtigung des dortigen Terrains zwecks Abhaltung einer gemeinschaftlichen Uebung der hiesigen und Bamberger Garnison vorzunehmen.: [255, 38, 495, 133]
- article-headline: Weißenfels,: [760, 1068, 827, 1079]
- section-heading: Thüringen und Nachbarstaaten.: [751, 967, 995, 990]
- schedule-row: [5, 1469, 244, 1492]
- schedule-row-cell: Erdkunde. Rechnen. Konrektor Ostermann.: [45, 1331, 210, 1354]
- article: [751, 222, 995, 342]
- school-time: 3—4 Uhr:: [101, 1510, 148, 1521]
